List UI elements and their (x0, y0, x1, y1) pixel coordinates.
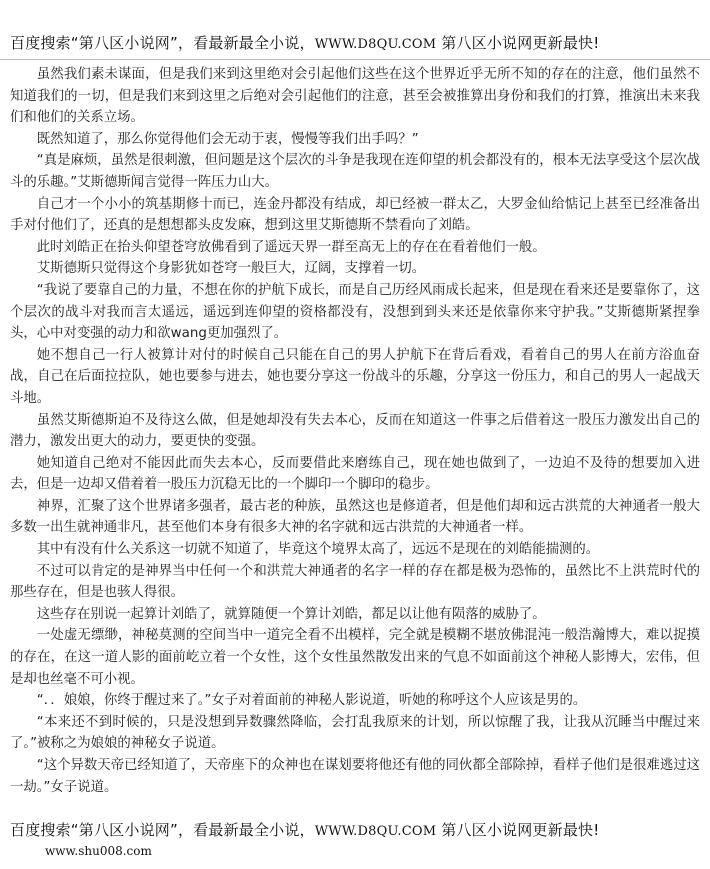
header-divider (0, 59, 710, 60)
paragraph: 不过可以肯定的是神界当中任何一个和洪荒大神通者的名字一样的存在都是极为恐怖的，虽然比不上洪荒时代的那些存在，但是也骇人得很。 (10, 563, 700, 601)
chapter-body (10, 64, 700, 798)
promo-banner-text: 百度搜索“第八区小说网”，看最新最全小说， (10, 821, 315, 839)
paragraph: “这个异数天帝已经知道了，天帝座下的众神也在谋划要将他还有他的同伙都全部除掉，看样子他们是很难逃过这一劫。”女子说道。 (10, 758, 700, 795)
promo-banner-suffix: 第八区小说网更新最快! (436, 821, 600, 839)
promo-banner-text: 百度搜索“第八区小说网”，看最新最全小说， (10, 34, 315, 52)
paragraph: “我说了要靠自己的力量，不想在你的护航下成长，而是自己历经风雨成长起来，但是现在看来还是要靠你了，这个层次的战斗对我而言太遥远，遥远到连仰望的资格都没有，没想到到头来还是依靠你来守护我。”艾斯德斯紧捏拳头，心中对变强的动力和欲wang更加强烈了。 (10, 282, 700, 342)
paragraph: 既然知道了，那么你觉得他们会无动于衷，慢慢等我们出手吗？” (36, 131, 419, 147)
paragraph: 虽然我们素未谋面，但是我们来到这里绝对会引起他们这些在这个世界近乎无所不知的存在的注意，他们虽然不知道我们的一切，但是我们来到这里之后绝对会引起他们的注意，甚至会被推算出身份和我们的打算，推演出未来我们和他们的关系立场。 (10, 67, 700, 126)
paragraph: 虽然艾斯德斯迫不及待这么做，但是她却没有失去本心，反而在知道这一件事之后借着这一股压力激发出自己的潜力，激发出更大的动力，要更快的变强。 (10, 412, 700, 450)
paragraph: “．．娘娘，你终于醒过来了。”女子对着面前的神秘人影说道，听她的称呼这个人应该是男的。 (36, 693, 587, 709)
promo-banner-link[interactable]: WWW.D8QU.COM (314, 824, 437, 839)
paragraph: 艾斯德斯只觉得这个身影犹如苍穹一般巨大，辽阔，支撑着一切。 (36, 261, 426, 277)
promo-banner-suffix: 第八区小说网更新最快! (436, 34, 600, 52)
paragraph: 其中有没有什么关系这一切就不知道了，毕竟这个境界太高了，远远不是现在的刘皓能揣测的。 (36, 542, 600, 558)
paragraph: 此时刘皓正在抬头仰望苍穹放佛看到了遥远天界一群至高无上的存在在看着他们一般。 (36, 239, 546, 255)
promo-banner-top (10, 33, 599, 55)
paragraph: 神界，汇聚了这个世界诸多强者，最古老的种族，虽然这也是修道者，但是他们却和远古洪荒的大神通者一般大多数一出生就神通非凡，甚至他们本身有很多大神的名字就和远古洪荒的大神通者一样。 (10, 498, 700, 536)
paragraph: 一处虚无缥缈，神秘莫测的空间当中一道完全看不出模样，完全就是模糊不堪放佛混沌一般浩瀚博大，难以捉摸的存在，在这一道人影的面前屹立着一个女性，这个女性虽然散发出来的气息不如面前这个神秘人影博大，宏伟，但是却也丝毫不可小视。 (10, 628, 700, 687)
promo-banner-bottom (10, 820, 599, 842)
footer-site-link[interactable]: www.shu008.com (45, 844, 152, 858)
paragraph: 这些存在别说一起算计刘皓了，就算随便一个算计刘皓，都足以让他有陨落的威胁了。 (36, 606, 546, 622)
paragraph: 她不想自己一行人被算计对付的时候自己只能在自己的男人护航下在背后看戏，看着自己的男人在前方浴血奋战，自己在后面拉拉队，她也要参与进去，她也要分享这一份战斗的乐趣，分享这一份压力，和自己的男人一起战天斗地。 (10, 347, 700, 406)
paragraph: “本来还不到时候的，只是没想到异数骤然降临，会打乱我原来的计划，所以惊醒了我，让我从沉睡当中醒过来了。”被称之为娘娘的神秘女子说道。 (10, 714, 700, 752)
paragraph: “真是麻烦，虽然是很刺激，但问题是这个层次的斗争是我现在连仰望的机会都没有的，根本无法享受这个层次战斗的乐趣。”艾斯德斯闻言觉得一阵压力山大。 (10, 153, 700, 190)
promo-banner-link[interactable]: WWW.D8QU.COM (314, 37, 437, 52)
paragraph: 自己才一个小小的筑基期修十而已，连金丹都没有结成，却已经被一群太乙，大罗金仙给惦记上甚至已经准备出手对付他们了，还真的是想想都头皮发麻，想到这里艾斯德斯不禁看向了刘皓。 (10, 196, 700, 234)
paragraph: 她知道自己绝对不能因此而失去本心，反而要借此来磨练自己，现在她也做到了，一边迫不及待的想要加入进去，但是一边却又借着着一股压力沉稳无比的一个脚印一个脚印的稳步。 (10, 455, 700, 493)
